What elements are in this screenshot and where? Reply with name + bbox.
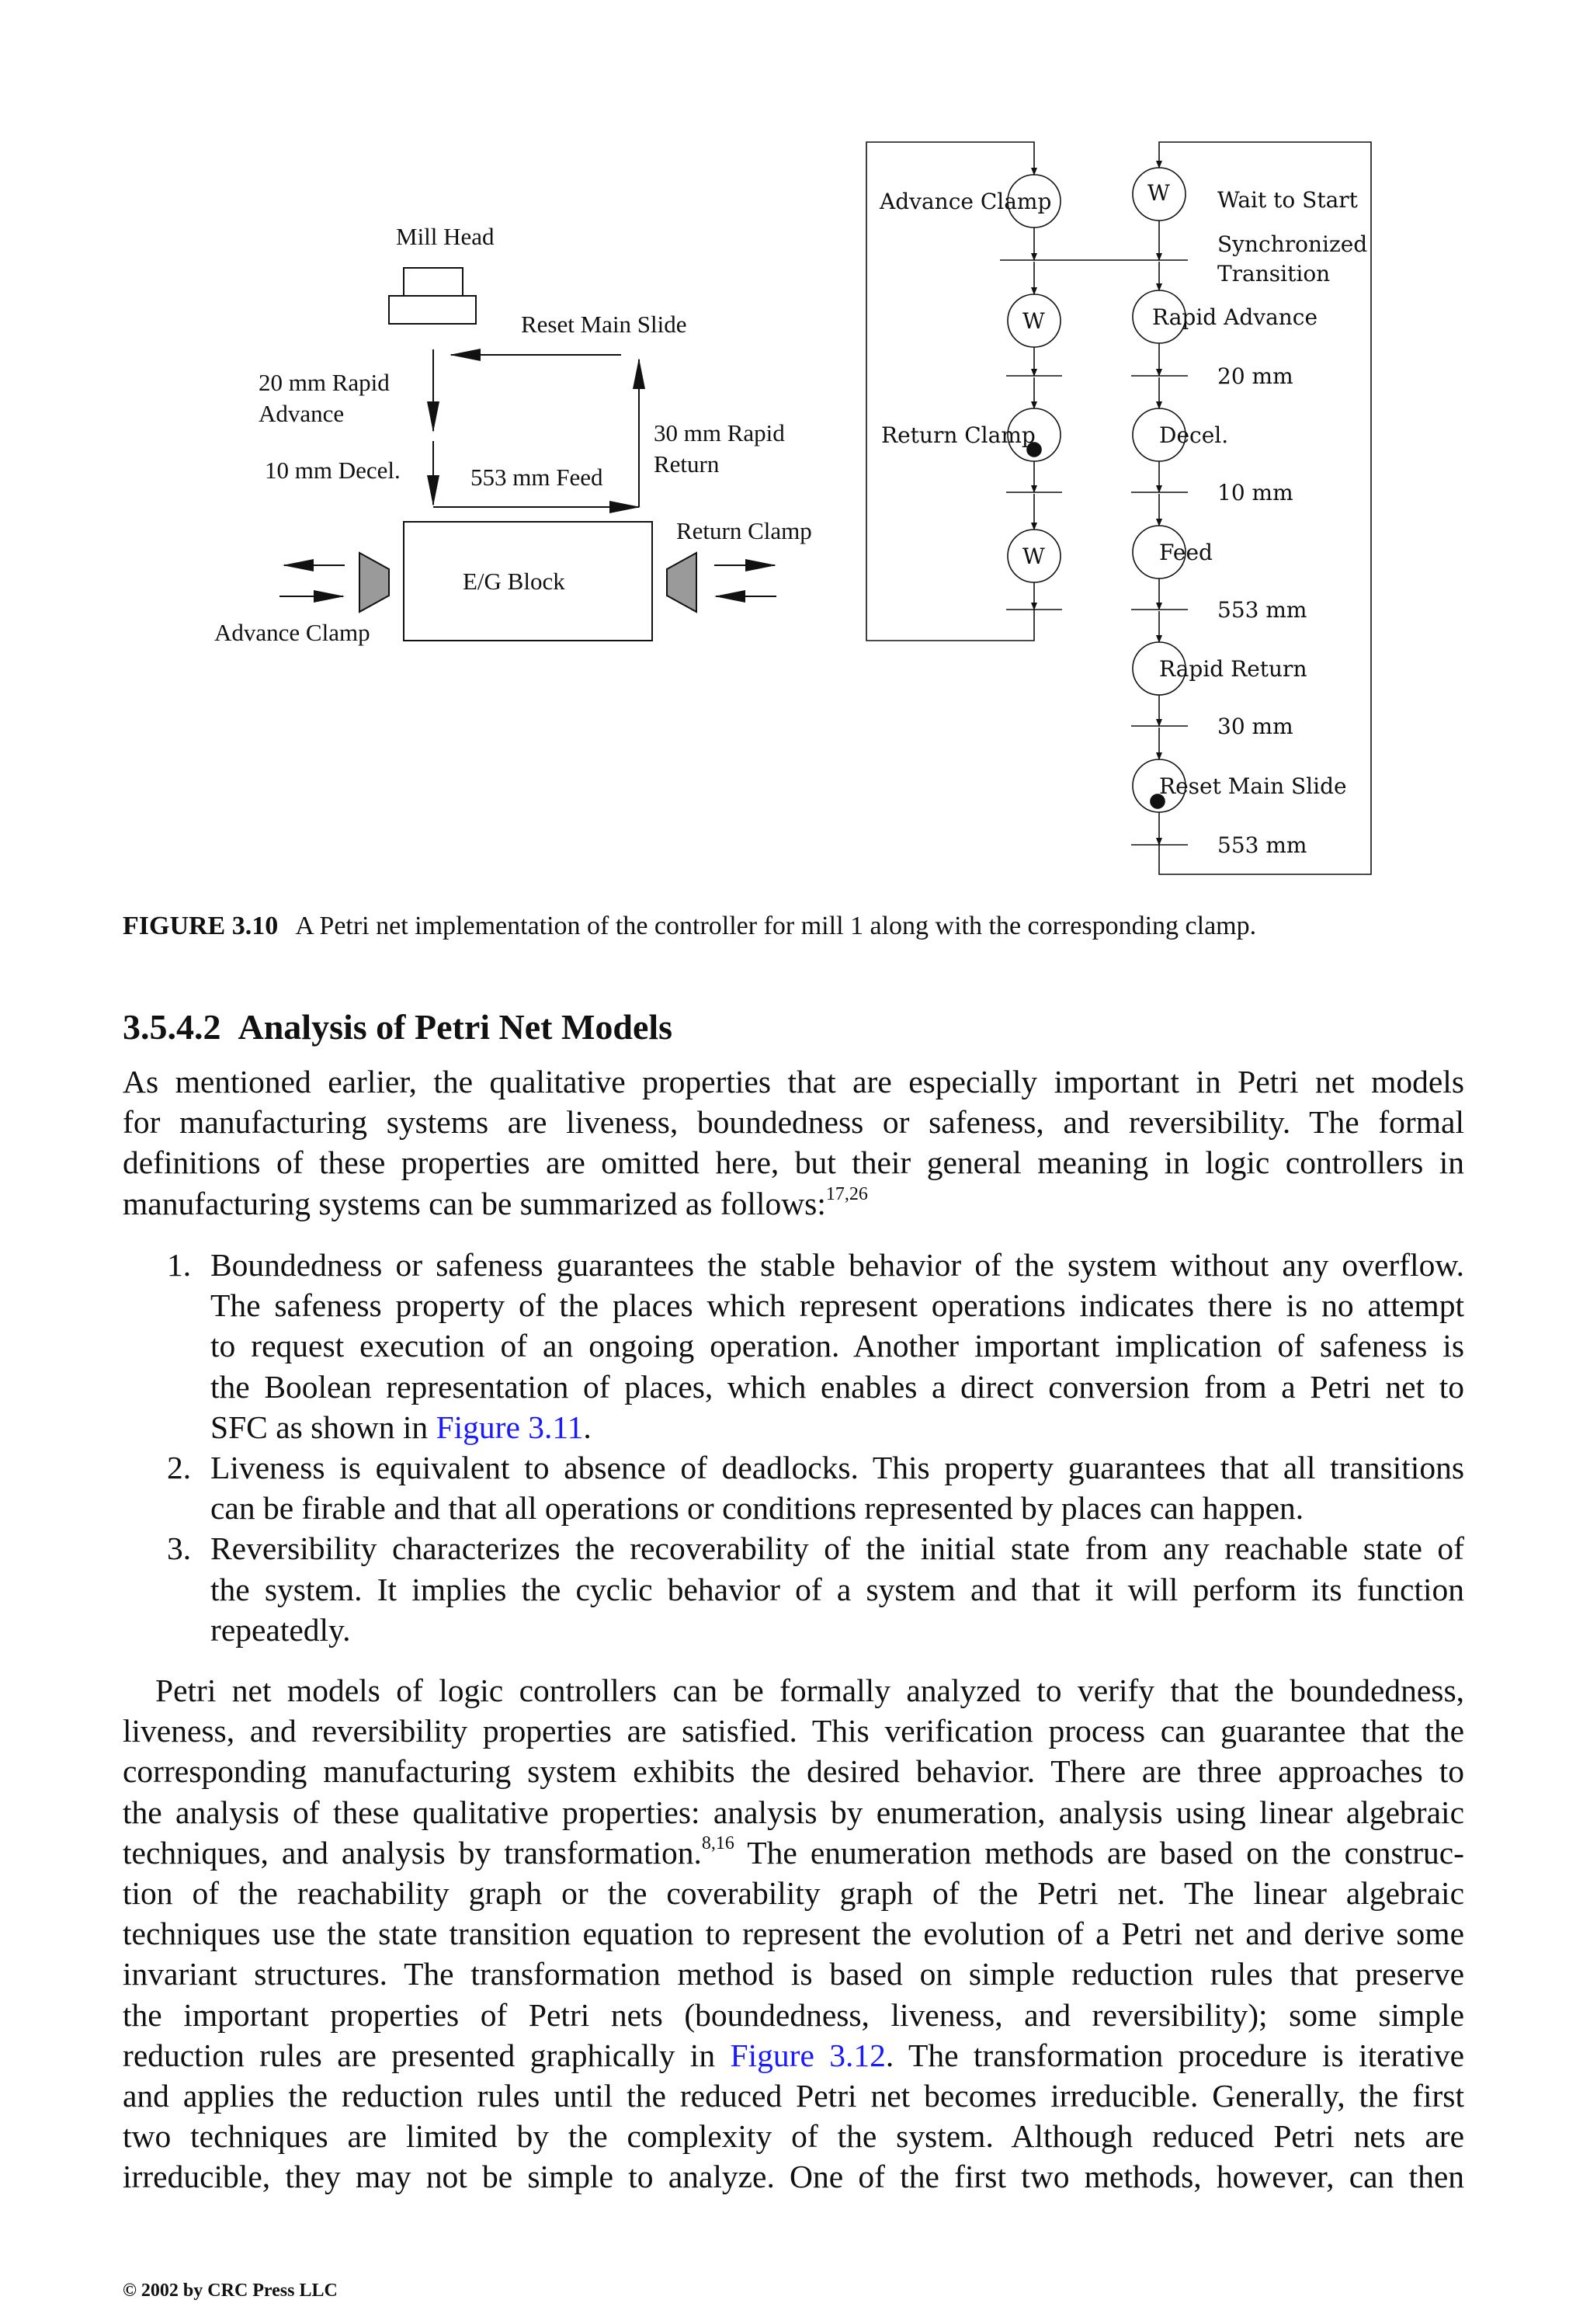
text-run: . The transformation procedure is iterative (885, 2037, 1464, 2073)
paragraph-intro (123, 1061, 1464, 1224)
pn-label-wait-to-start: Wait to Start (1217, 187, 1358, 213)
figure-caption (123, 912, 1256, 941)
text-line (123, 1142, 1464, 1183)
text-run: irreducible, they may not be simple to analyze. One of the first two methods, however, can then (123, 2159, 1464, 2195)
label-rapid-return: 30 mm Rapid (654, 419, 785, 446)
text-line (123, 1751, 1464, 1791)
text-line (123, 1995, 1464, 2035)
text-run: and applies the reduction rules until the reduced Petri net becomes irreducible. Generally, the first (123, 2077, 1464, 2114)
properties-list (123, 1245, 1464, 1650)
text-run: two techniques are limited by the complexity of the system. Although reduced Petri nets are (123, 2118, 1464, 2155)
paragraph-analysis (123, 1670, 1464, 2197)
text-line (123, 2076, 1464, 2116)
figure-link[interactable]: Figure 3.11 (436, 1409, 584, 1445)
text-line (123, 1913, 1464, 1954)
text-run: The enumeration methods are based on the construc- (734, 1834, 1464, 1871)
citation-superscript: 17,26 (825, 1183, 868, 1204)
figure-3-10 (0, 0, 1590, 893)
text-line (210, 1528, 1464, 1568)
text-line (123, 2035, 1464, 2076)
text-line (210, 1407, 1464, 1447)
label-reset-main-slide: Reset Main Slide (521, 311, 687, 338)
text-run: the Boolean representation of places, which enables a direct conversion from a Petri net to (210, 1368, 1464, 1405)
caption-text: A Petri net implementation of the controller for mill 1 along with the corresponding clamp. (295, 912, 1257, 940)
text-run: As mentioned earlier, the qualitative properties that are especially important in Petri net models (123, 1064, 1464, 1099)
text-run: the important properties of Petri nets (boundedness, liveness, and reversibility); some simple (123, 1996, 1464, 2033)
text-run: definitions of these properties are omitted here, but their general meaning in logic controllers in (123, 1145, 1464, 1181)
text-line (210, 1285, 1464, 1325)
list-number: 3. (167, 1530, 192, 1567)
text-run: SFC as shown in (210, 1409, 436, 1445)
text-run: the system. It implies the cyclic behavior of a system and that it will perform its function (210, 1571, 1464, 1607)
text-line (210, 1569, 1464, 1610)
pn-label-rapid-advance: Rapid Advance (1152, 304, 1318, 330)
text-run: tion of the reachability graph or the coverability graph of the Petri net. The linear algebraic (123, 1874, 1464, 1911)
mill-labels (214, 223, 812, 646)
text-line (123, 1061, 1464, 1102)
mill-head-base (389, 296, 476, 324)
pn-label-decel: Decel. (1159, 422, 1229, 448)
pn-label-synchronized: Synchronized (1217, 231, 1368, 257)
pn-label-30mm: 30 mm (1217, 714, 1293, 739)
label-advance-clamp: Advance Clamp (214, 619, 370, 646)
text-line (123, 1670, 1464, 1711)
text-line (123, 2116, 1464, 2156)
copyright-footer: © 2002 by CRC Press LLC (123, 2281, 338, 2301)
text-line (123, 2156, 1464, 2197)
figure-link[interactable]: Figure 3.12 (730, 2037, 886, 2073)
label-eg-block: E/G Block (463, 568, 565, 595)
pn-label-20mm: 20 mm (1217, 363, 1293, 389)
section-number: 3.5.4.2 (123, 1007, 221, 1047)
pn-label-10mm: 10 mm (1217, 480, 1293, 505)
text-run: invariant structures. The transformation method is based on simple reduction rules that preserve (123, 1956, 1464, 1992)
return-clamp-jaw (667, 553, 696, 612)
text-run: techniques, and analysis by transformation. (123, 1834, 702, 1871)
text-run: Petri net models of logic controllers can be formally analyzed to verify that the boundedness, (155, 1673, 1464, 1708)
section-title: Analysis of Petri Net Models (238, 1007, 673, 1047)
list-item (123, 1245, 1464, 1447)
text-run: . (583, 1409, 592, 1445)
text-line (123, 1832, 1464, 1873)
text-run: techniques use the state transition equation to represent the evolution of a Petri net and derive some (123, 1916, 1464, 1952)
label-mill-head: Mill Head (396, 223, 495, 250)
pn-label-rapid-return: Rapid Return (1159, 656, 1307, 682)
pn-label-553mm-a: 553 mm (1217, 597, 1307, 623)
label-rapid-advance-2: Advance (259, 400, 345, 427)
text-line (123, 1711, 1464, 1751)
text-line (210, 1325, 1464, 1366)
label-decel: 10 mm Decel. (265, 457, 401, 484)
text-run: repeatedly. (210, 1611, 351, 1648)
label-rapid-advance: 20 mm Rapid (259, 369, 390, 396)
text-line (210, 1367, 1464, 1407)
list-number: 2. (167, 1449, 192, 1485)
list-item (123, 1528, 1464, 1650)
text-line (210, 1245, 1464, 1285)
pn-label-w2: W (1022, 308, 1045, 334)
pn-label-reset-main-slide: Reset Main Slide (1159, 773, 1347, 799)
advance-clamp-jaw (359, 553, 389, 612)
text-line (210, 1610, 1464, 1650)
text-line (210, 1488, 1464, 1528)
figure-label: FIGURE 3.10 (123, 912, 279, 940)
left-loop-arc (866, 142, 1034, 641)
text-run: The safeness property of the places which represent operations indicates there is no attempt (210, 1287, 1464, 1324)
text-run: to request execution of an ongoing operation. Another important implication of safeness is (210, 1328, 1464, 1364)
text-line (210, 1447, 1464, 1488)
citation-superscript: 8,16 (701, 1832, 734, 1853)
text-run: for manufacturing systems are liveness, boundedness or safeness, and reversibility. The formal (123, 1104, 1464, 1141)
pn-label-w1: W (1147, 180, 1170, 206)
text-line (123, 1183, 1464, 1224)
text-line (123, 1954, 1464, 1994)
label-rapid-return-2: Return (654, 450, 720, 478)
text-run: the analysis of these qualitative properties: analysis by enumeration, analysis using linear algebraic (123, 1794, 1464, 1830)
label-return-clamp: Return Clamp (676, 517, 812, 544)
text-line (123, 1102, 1464, 1142)
text-run: manufacturing systems can be summarized as follows: (123, 1185, 826, 1221)
mill-head-top (404, 268, 463, 296)
pn-label-advance-clamp: Advance Clamp (880, 189, 1052, 214)
text-line (123, 1873, 1464, 1913)
pn-label-w3: W (1022, 544, 1045, 569)
pn-label-feed: Feed (1159, 540, 1213, 565)
text-run: reduction rules are presented graphically in (123, 2037, 731, 2073)
pn-label-transition: Transition (1217, 261, 1331, 287)
text-run: liveness, and reversibility properties are satisfied. This verification process can guarantee that the (123, 1713, 1464, 1749)
text-run: Liveness is equivalent to absence of deadlocks. This property guarantees that all transitions (210, 1449, 1464, 1485)
list-item (123, 1447, 1464, 1528)
section-heading (123, 1006, 672, 1047)
petri-net-labels (879, 180, 1367, 858)
text-run: corresponding manufacturing system exhibits the desired behavior. There are three approaches to (123, 1753, 1464, 1790)
text-run: can be firable and that all operations or conditions represented by places can happen. (210, 1490, 1304, 1527)
list-number: 1. (167, 1247, 192, 1283)
text-line (123, 1792, 1464, 1832)
label-feed: 553 mm Feed (470, 464, 603, 491)
pn-label-return-clamp: Return Clamp (881, 422, 1036, 448)
text-run: Boundedness or safeness guarantees the stable behavior of the system without any overflow. (210, 1247, 1464, 1283)
pn-label-553mm-b: 553 mm (1217, 832, 1307, 858)
text-run: Reversibility characterizes the recoverability of the initial state from any reachable state of (210, 1530, 1464, 1567)
